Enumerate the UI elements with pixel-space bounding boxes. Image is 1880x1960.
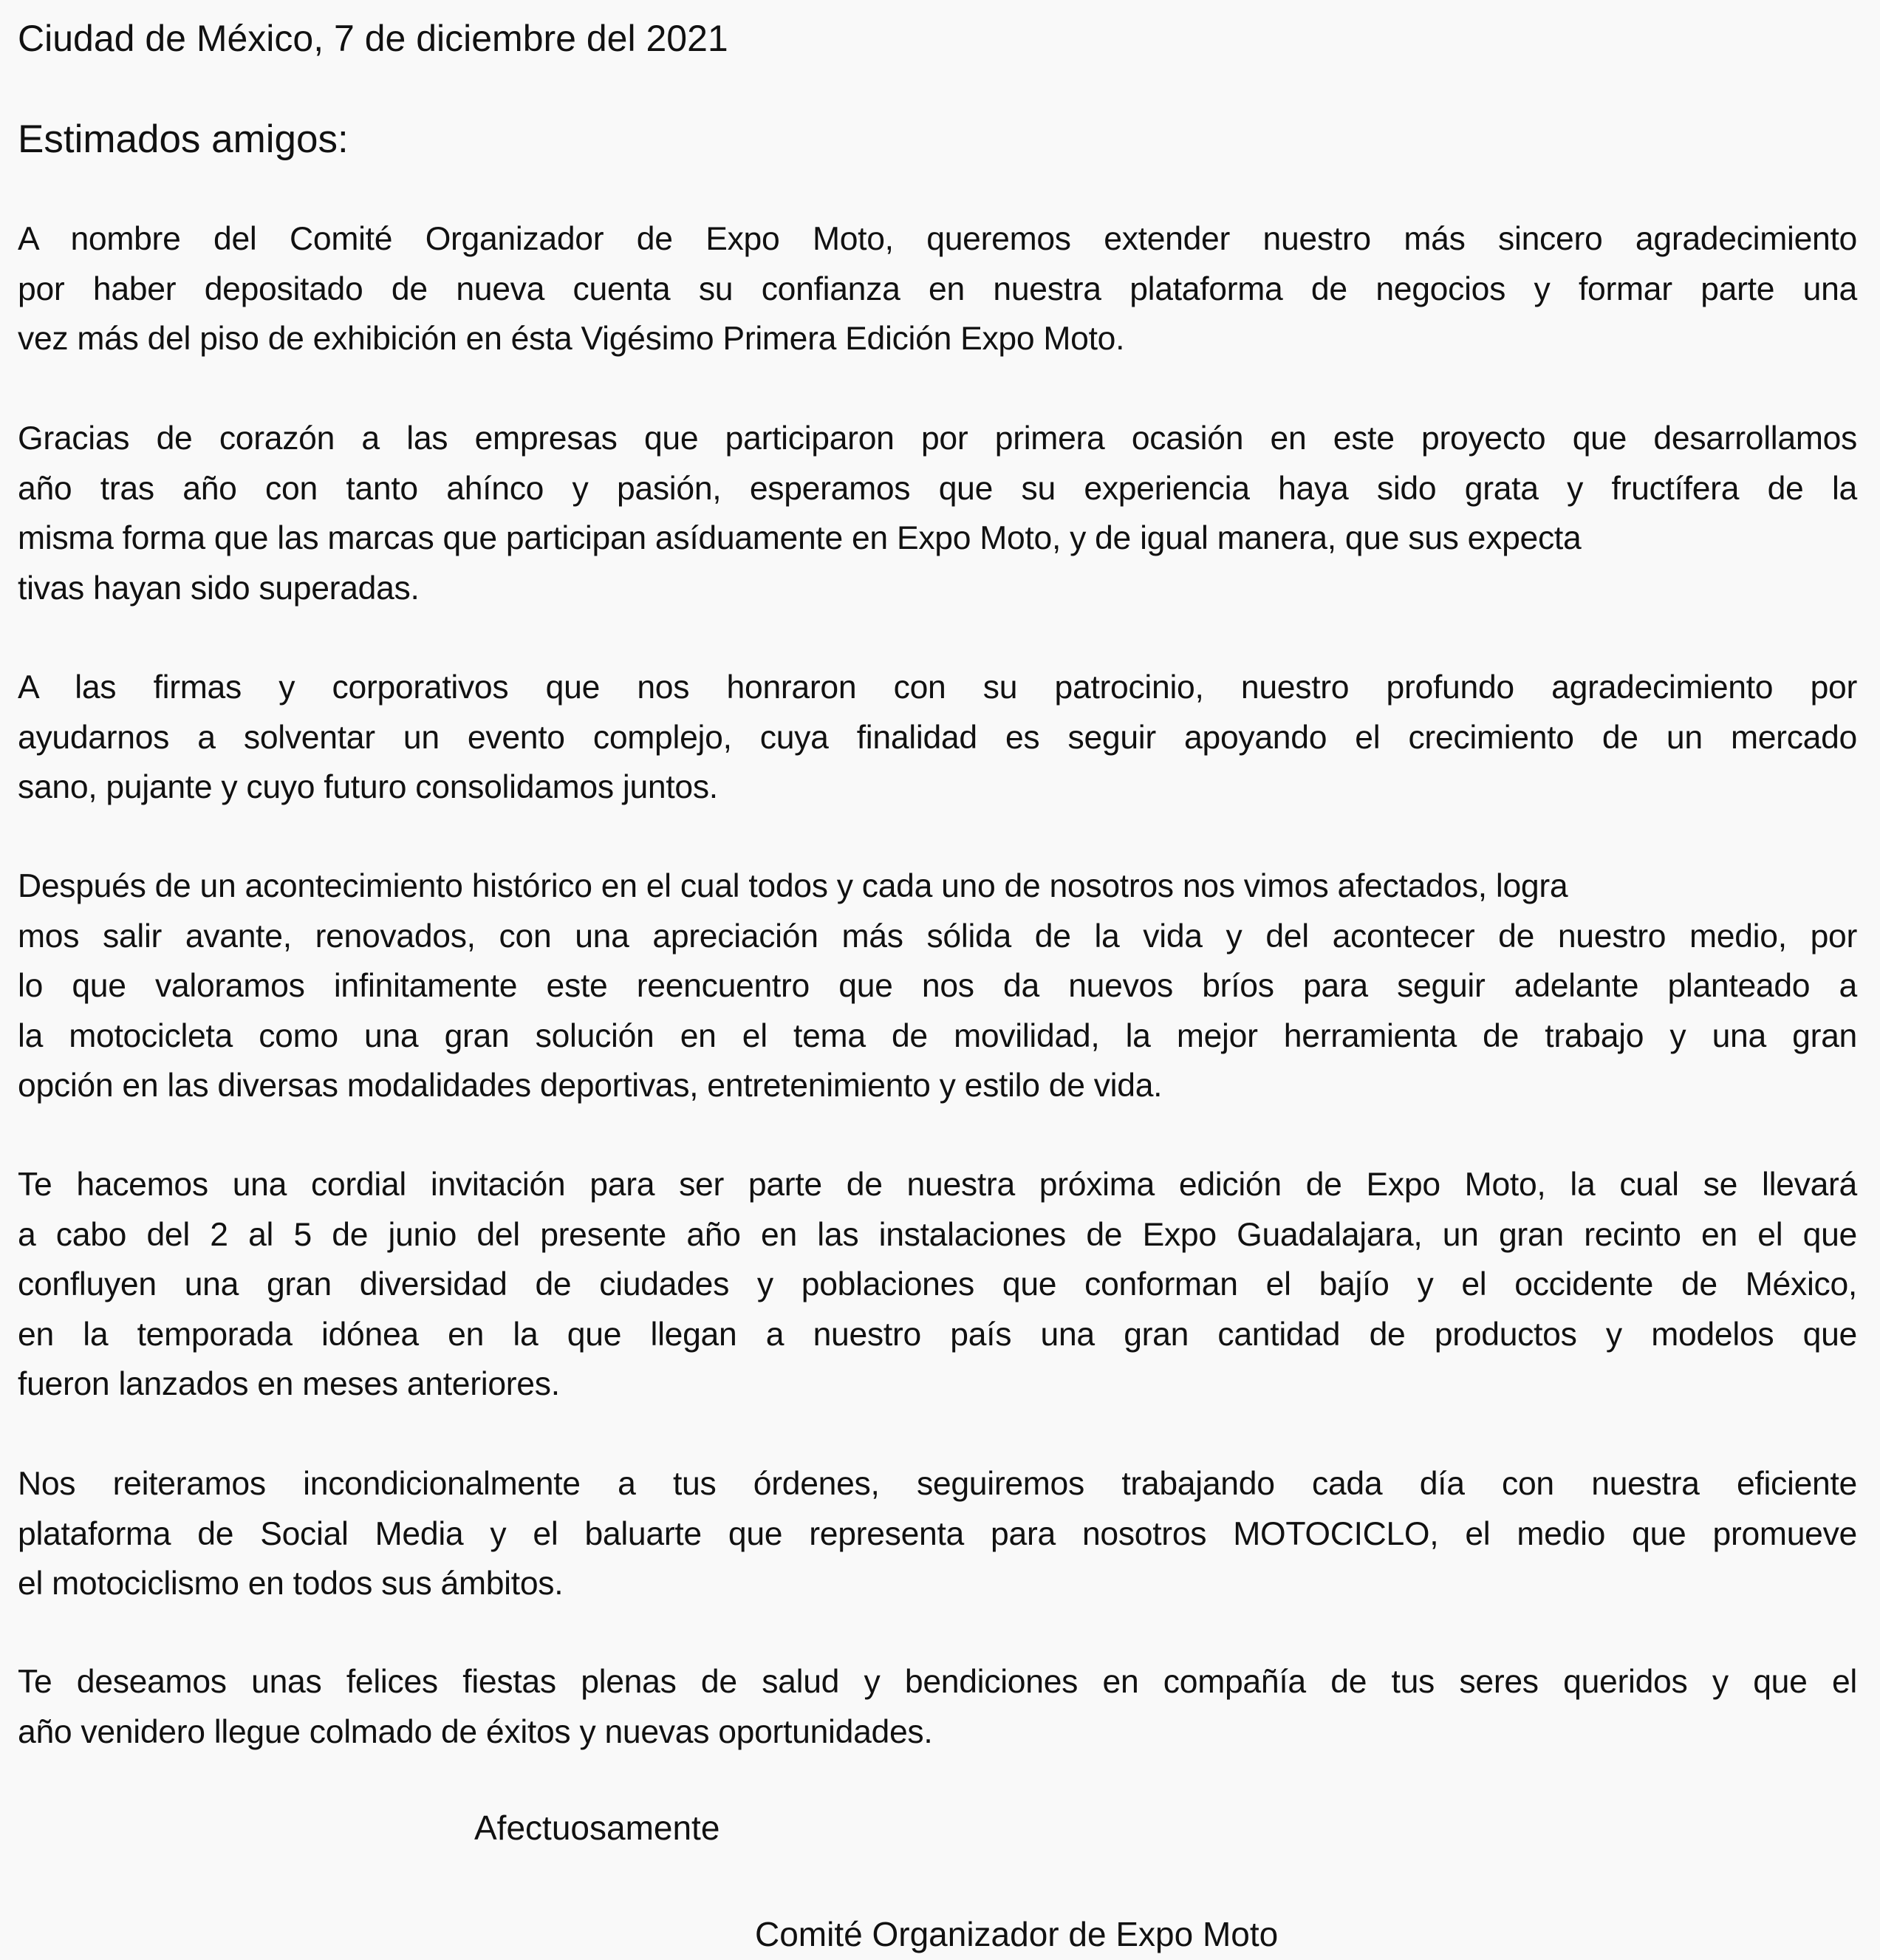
paragraph-line: por haber depositado de nueva cuenta su confianza en nuestra plataforma de negocios y formar parte una (18, 270, 1857, 307)
paragraph-line: confluyen una gran diversidad de ciudades y poblaciones que conforman el bajío y el occidente de México, (18, 1266, 1857, 1303)
paragraph-line: ayudarnos a solventar un evento complejo, cuya finalidad es seguir apoyando el crecimiento de un mercado (18, 719, 1857, 756)
paragraph-line: en la temporada idónea en la que llegan a nuestro país una gran cantidad de productos y modelos que (18, 1316, 1857, 1353)
paragraph-line: mos salir avante, renovados, con una apreciación más sólida de la vida y del acontecer de nuestro medio, por (18, 918, 1857, 955)
paragraph-line: tivas hayan sido superadas. (18, 570, 420, 607)
paragraph-line: el motociclismo en todos sus ámbitos. (18, 1565, 564, 1602)
paragraph-line: lo que valoramos infinitamente este reencuentro que nos da nuevos bríos para seguir adelante planteado a (18, 968, 1857, 1005)
paragraph-invitation (18, 1160, 1857, 1410)
paragraph-line: misma forma que las marcas que participan asíduamente en Expo Moto, y de igual manera, que sus expecta (18, 520, 1582, 557)
paragraph-line: vez más del piso de exhibición en ésta Vigésimo Primera Edición Expo Moto. (18, 321, 1125, 358)
paragraph-sponsors (18, 663, 1857, 813)
paragraph-line: sano, pujante y cuyo futuro consolidamos juntos. (18, 769, 718, 806)
paragraph-line: A nombre del Comité Organizador de Expo Moto, queremos extender nuestro más sincero agradecimiento (18, 221, 1857, 257)
paragraph-line: Te hacemos una cordial invitación para ser parte de nuestra próxima edición de Expo Moto, la cual se llevará (18, 1167, 1857, 1203)
paragraph-line: A las firmas y corporativos que nos honraron con su patrocinio, nuestro profundo agradecimiento por (18, 669, 1857, 706)
paragraph-thanks (18, 214, 1857, 364)
paragraph-line: Después de un acontecimiento histórico en el cual todos y cada uno de nosotros nos vimos afectados, logra (18, 868, 1568, 904)
letter-signature: Comité Organizador de Expo Moto (755, 1915, 1279, 1953)
letter-date: Ciudad de México, 7 de diciembre del 2021 (18, 18, 728, 59)
paragraph-holiday-wishes (18, 1657, 1857, 1757)
paragraph-line: la motocicleta como una gran solución en el tema de movilidad, la mejor herramienta de trabajo y una gran (18, 1017, 1857, 1054)
paragraph-line: opción en las diversas modalidades deportivas, entretenimiento y estilo de vida. (18, 1068, 1163, 1104)
paragraph-line: plataforma de Social Media y el baluarte que representa para nosotros MOTOCICLO, el medio que promueve (18, 1515, 1857, 1552)
paragraph-line: Nos reiteramos incondicionalmente a tus órdenes, seguiremos trabajando cada día con nuestra eficiente (18, 1466, 1857, 1502)
paragraph-historic-event (18, 861, 1857, 1111)
paragraph-line: a cabo del 2 al 5 de junio del presente año en las instalaciones de Expo Guadalajara, un gran recinto en el que (18, 1216, 1857, 1253)
paragraph-line: fueron lanzados en meses anteriores. (18, 1366, 560, 1403)
letter-greeting: Estimados amigos: (18, 117, 349, 161)
paragraph-line: año tras año con tanto ahínco y pasión, esperamos que su experiencia haya sido grata y fructífera de la (18, 470, 1857, 507)
paragraph-line: año venidero llegue colmado de éxitos y nuevas oportunidades. (18, 1713, 933, 1750)
paragraph-line: Te deseamos unas felices fiestas plenas de salud y bendiciones en compañía de tus seres queridos y que el (18, 1664, 1857, 1700)
paragraph-social-media (18, 1459, 1857, 1609)
paragraph-line: Gracias de corazón a las empresas que participaron por primera ocasión en este proyecto que desarrollamos (18, 420, 1857, 457)
paragraph-new-exhibitors (18, 414, 1857, 613)
letter-closing: Afectuosamente (474, 1809, 720, 1847)
